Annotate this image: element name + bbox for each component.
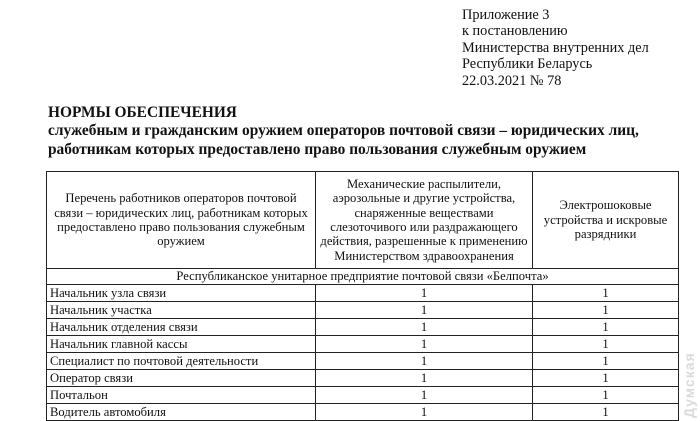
position-cell: Начальник отделения связи — [47, 319, 316, 336]
appendix-block — [462, 7, 692, 89]
organization-cell: Республиканское унитарное предприятие почтовой связи «Белпочта» — [47, 269, 679, 285]
header-cell: Электрошоковые устройства и искровые разрядники — [533, 172, 679, 269]
shocker-count-cell: 1 — [533, 387, 679, 404]
title-line: служебным и гражданским оружием операторов почтовой связи – юридических лиц, — [48, 122, 639, 140]
position-cell: Оператор связи — [47, 370, 316, 387]
table-row — [47, 302, 679, 319]
position-cell: Водитель автомобиля — [47, 404, 316, 421]
sprayer-count-cell: 1 — [316, 370, 533, 387]
sprayer-count-cell: 1 — [316, 353, 533, 370]
position-cell: Начальник участка — [47, 302, 316, 319]
table-row — [47, 387, 679, 404]
table-row — [47, 319, 679, 336]
header-cell: Механические распылители, аэрозольные и другие устройства, снаряженные веществами слезоточивого или раздражающего действия, разрешенные к применению Министерством здравоохранения — [316, 172, 533, 269]
table-row — [47, 285, 679, 302]
sprayer-count-cell: 1 — [316, 319, 533, 336]
appendix-line: Республики Беларусь — [462, 56, 593, 73]
position-cell: Начальник узла связи — [47, 285, 316, 302]
sprayer-count-cell: 1 — [316, 387, 533, 404]
appendix-line: 22.03.2021 № 78 — [462, 72, 562, 89]
table-row — [47, 353, 679, 370]
position-cell: Почтальон — [47, 387, 316, 404]
organization-row — [47, 269, 679, 285]
watermark: Думская — [681, 352, 697, 418]
appendix-line: Приложение 3 — [462, 7, 550, 23]
shocker-count-cell: 1 — [533, 319, 679, 336]
title-line: НОРМЫ ОБЕСПЕЧЕНИЯ — [48, 104, 237, 121]
sprayer-count-cell: 1 — [316, 302, 533, 319]
shocker-count-cell: 1 — [533, 404, 679, 421]
position-cell: Специалист по почтовой деятельности — [47, 353, 316, 370]
document-title — [48, 104, 639, 159]
sprayer-count-cell: 1 — [316, 404, 533, 421]
shocker-count-cell: 1 — [533, 353, 679, 370]
sprayer-count-cell: 1 — [316, 336, 533, 353]
shocker-count-cell: 1 — [533, 285, 679, 302]
table-row — [47, 404, 679, 421]
title-line: работникам которых предоставлено право пользования служебным оружием — [48, 140, 587, 158]
table-header-row — [47, 172, 679, 269]
table-row — [47, 336, 679, 353]
table-row — [47, 370, 679, 387]
norms-table — [46, 171, 679, 421]
appendix-line: к постановлению — [462, 23, 568, 40]
sprayer-count-cell: 1 — [316, 285, 533, 302]
appendix-line: Министерства внутренних дел — [462, 39, 649, 56]
shocker-count-cell: 1 — [533, 302, 679, 319]
header-cell: Перечень работников операторов почтовой связи – юридических лиц, работникам которых предоставлено право пользования служебным оружием — [47, 172, 316, 269]
shocker-count-cell: 1 — [533, 370, 679, 387]
shocker-count-cell: 1 — [533, 336, 679, 353]
position-cell: Начальник главной кассы — [47, 336, 316, 353]
